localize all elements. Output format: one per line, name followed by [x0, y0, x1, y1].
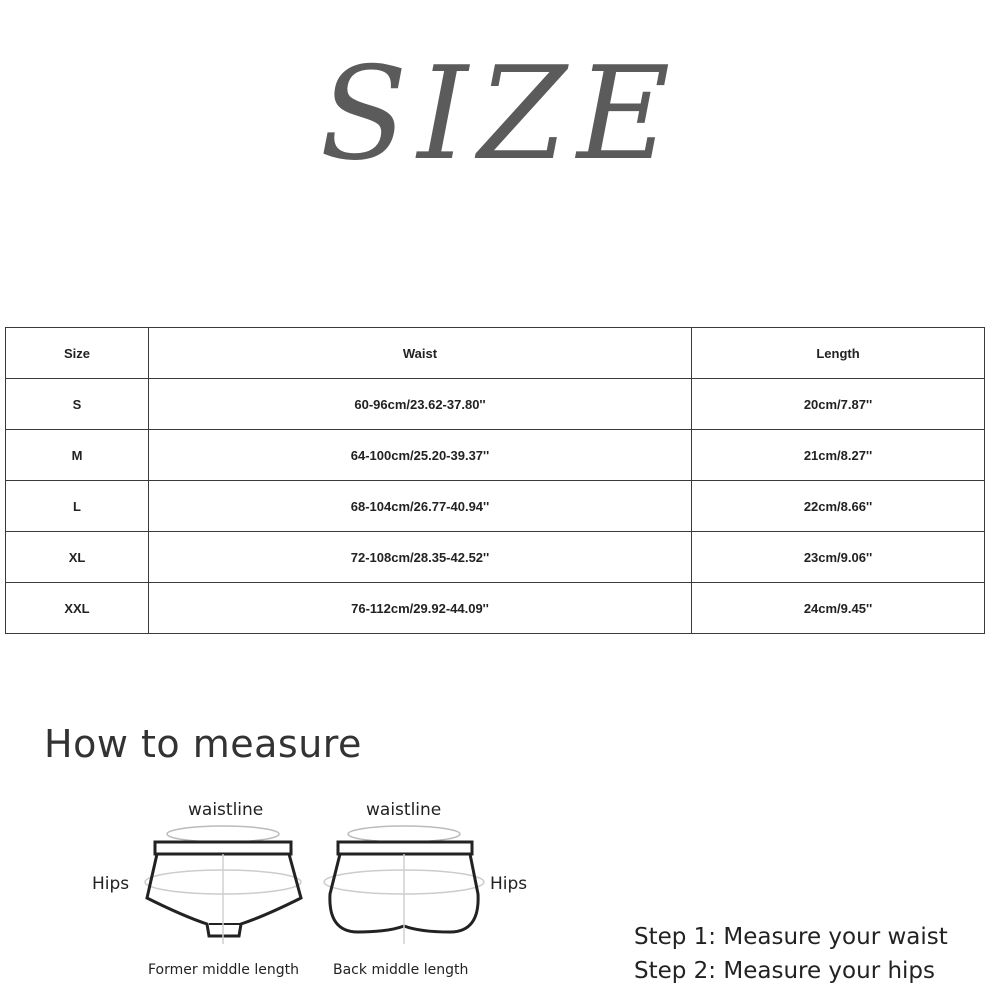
cell-size: M [6, 430, 149, 481]
table-row [6, 481, 985, 532]
cell-waist: 60-96cm/23.62-37.80'' [149, 379, 692, 430]
step-2-text: Step 2: Measure your hips [634, 958, 936, 984]
back-caption: Back middle length [333, 962, 469, 978]
table-row [6, 583, 985, 634]
header-waist: Waist [149, 328, 692, 379]
size-chart-table [5, 327, 985, 634]
cell-waist: 68-104cm/26.77-40.94'' [149, 481, 692, 532]
cell-waist: 76-112cm/29.92-44.09'' [149, 583, 692, 634]
page-title: SIZE [319, 40, 681, 189]
table-row [6, 379, 985, 430]
front-hips-label: Hips [92, 874, 130, 894]
cell-length: 23cm/9.06'' [692, 532, 985, 583]
table-row [6, 430, 985, 481]
cell-waist: 72-108cm/28.35-42.52'' [149, 532, 692, 583]
front-caption: Former middle length [148, 962, 299, 978]
front-brief-diagram [135, 820, 315, 950]
step-1-text: Step 1: Measure your waist [634, 924, 948, 950]
table-row [6, 532, 985, 583]
cell-size: XXL [6, 583, 149, 634]
header-size: Size [6, 328, 149, 379]
cell-length: 24cm/9.45'' [692, 583, 985, 634]
table-header-row [6, 328, 985, 379]
cell-length: 20cm/7.87'' [692, 379, 985, 430]
how-to-measure-heading: How to measure [44, 722, 362, 766]
cell-size: XL [6, 532, 149, 583]
cell-waist: 64-100cm/25.20-39.37'' [149, 430, 692, 481]
back-brief-diagram [318, 820, 498, 950]
cell-size: S [6, 379, 149, 430]
back-hips-label: Hips [490, 874, 528, 894]
front-waistline-label: waistline [188, 800, 264, 820]
back-waistline-label: waistline [366, 800, 442, 820]
header-length: Length [692, 328, 985, 379]
cell-length: 21cm/8.27'' [692, 430, 985, 481]
cell-length: 22cm/8.66'' [692, 481, 985, 532]
cell-size: L [6, 481, 149, 532]
